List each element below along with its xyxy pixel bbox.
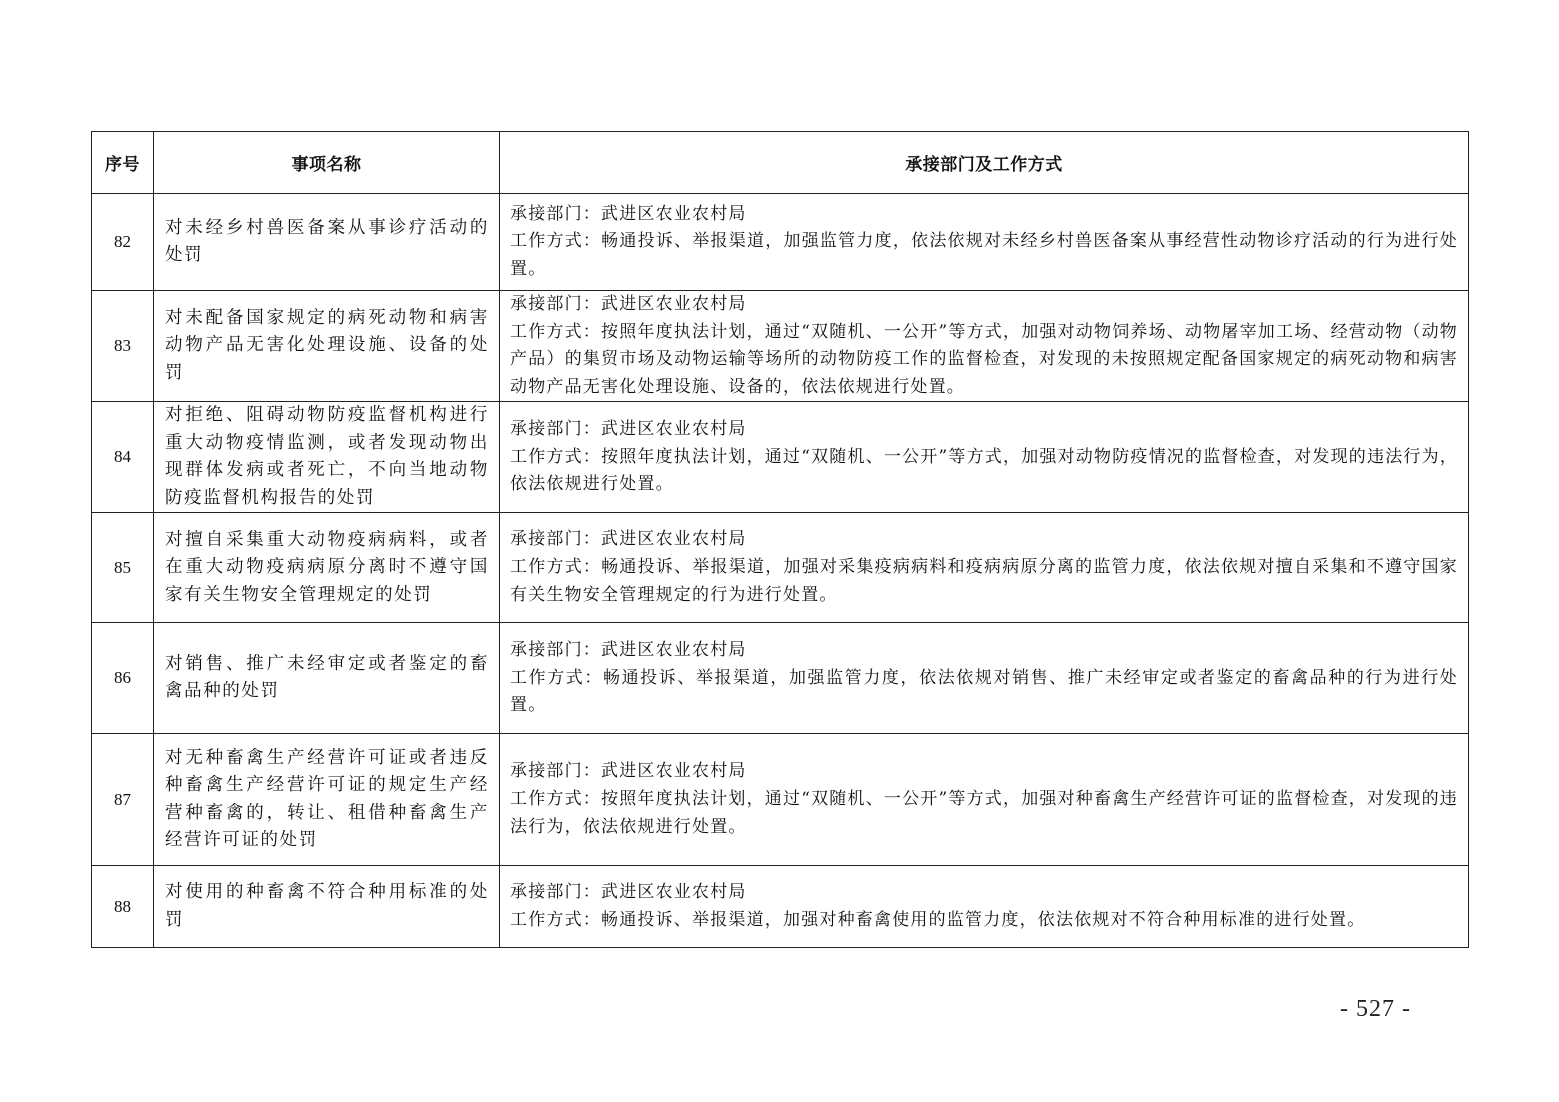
row-item-name: 对拒绝、阻碍动物防疫监督机构进行重大动物疫情监测，或者发现动物出现群体发病或者死亡，不向当地动物防疫监督机构报告的处罚: [154, 402, 500, 513]
items-table: [91, 131, 1469, 948]
table-header-row: [92, 132, 1469, 194]
header-item-name: 事项名称: [154, 132, 500, 194]
row-item-name: 对擅自采集重大动物疫病病料，或者在重大动物疫病病原分离时不遵守国家有关生物安全管理规定的处罚: [154, 513, 500, 623]
page-number: - 527 -: [1340, 996, 1411, 1022]
row-dept-method: [500, 866, 1469, 948]
row-method-line: 工作方式：畅通投诉、举报渠道，加强监管力度，依法依规对未经乡村兽医备案从事经营性动物诊疗活动的行为进行处置。: [510, 231, 1458, 279]
row-dept-line: 承接部门：武进区农业农村局: [510, 761, 747, 782]
row-item-name: 对销售、推广未经审定或者鉴定的畜禽品种的处罚: [154, 623, 500, 734]
row-item-name: 对未经乡村兽医备案从事诊疗活动的处罚: [154, 194, 500, 291]
table-row: [92, 734, 1469, 866]
table-row: [92, 402, 1469, 513]
row-dept-line: 承接部门：武进区农业农村局: [510, 418, 747, 439]
row-method-line: 工作方式：畅通投诉、举报渠道，加强对采集疫病病料和疫病病原分离的监管力度，依法依规对擅自采集和不遵守国家有关生物安全管理规定的行为进行处置。: [510, 557, 1458, 605]
row-item-name: 对未配备国家规定的病死动物和病害动物产品无害化处理设施、设备的处罚: [154, 291, 500, 402]
row-dept-line: 承接部门：武进区农业农村局: [510, 529, 747, 550]
row-dept-method: [500, 734, 1469, 866]
row-dept-method: [500, 513, 1469, 623]
row-number: 88: [92, 866, 154, 948]
row-method-line: 工作方式：畅通投诉、举报渠道，加强对种畜禽使用的监管力度，依法依规对不符合种用标准的进行处置。: [510, 909, 1366, 930]
row-item-name: 对使用的种畜禽不符合种用标准的处罚: [154, 866, 500, 948]
header-dept-method: 承接部门及工作方式: [500, 132, 1469, 194]
row-dept-line: 承接部门：武进区农业农村局: [510, 882, 747, 903]
row-method-line: 工作方式：按照年度执法计划，通过“双随机、一公开”等方式，加强对种畜禽生产经营许可证的监督检查，对发现的违法行为，依法依规进行处置。: [510, 789, 1458, 837]
row-dept-method: [500, 402, 1469, 513]
table-row: [92, 513, 1469, 623]
header-number: 序号: [92, 132, 154, 194]
row-method-line: 工作方式：按照年度执法计划，通过“双随机、一公开”等方式，加强对动物防疫情况的监督检查，对发现的违法行为，依法依规进行处置。: [510, 446, 1458, 495]
row-dept-line: 承接部门：武进区农业农村局: [510, 203, 747, 224]
row-dept-method: [500, 623, 1469, 734]
row-number: 84: [92, 402, 154, 513]
row-number: 86: [92, 623, 154, 734]
row-method-line: 工作方式：畅通投诉、举报渠道，加强监管力度，依法依规对销售、推广未经审定或者鉴定的畜禽品种的行为进行处置。: [510, 667, 1458, 716]
row-dept-method: [500, 291, 1469, 402]
row-number: 83: [92, 291, 154, 402]
row-number: 82: [92, 194, 154, 291]
row-dept-line: 承接部门：武进区农业农村局: [510, 294, 747, 314]
row-dept-method: [500, 194, 1469, 291]
row-number: 85: [92, 513, 154, 623]
table-row: [92, 866, 1469, 948]
table-row: [92, 623, 1469, 734]
table-row: [92, 194, 1469, 291]
table-row: [92, 291, 1469, 402]
row-method-line: 工作方式：按照年度执法计划，通过“双随机、一公开”等方式，加强对动物饲养场、动物屠宰加工场、经营动物（动物产品）的集贸市场及动物运输等场所的动物防疫工作的监督检查，对发现的未按照规定配备国家规定的病死动物和病害动物产品无害化处理设施、设备的，依法依规进行处置。: [510, 321, 1458, 397]
row-number: 87: [92, 734, 154, 866]
row-dept-line: 承接部门：武进区农业农村局: [510, 639, 747, 660]
row-item-name: 对无种畜禽生产经营许可证或者违反种畜禽生产经营许可证的规定生产经营种畜禽的，转让、租借种畜禽生产经营许可证的处罚: [154, 734, 500, 866]
